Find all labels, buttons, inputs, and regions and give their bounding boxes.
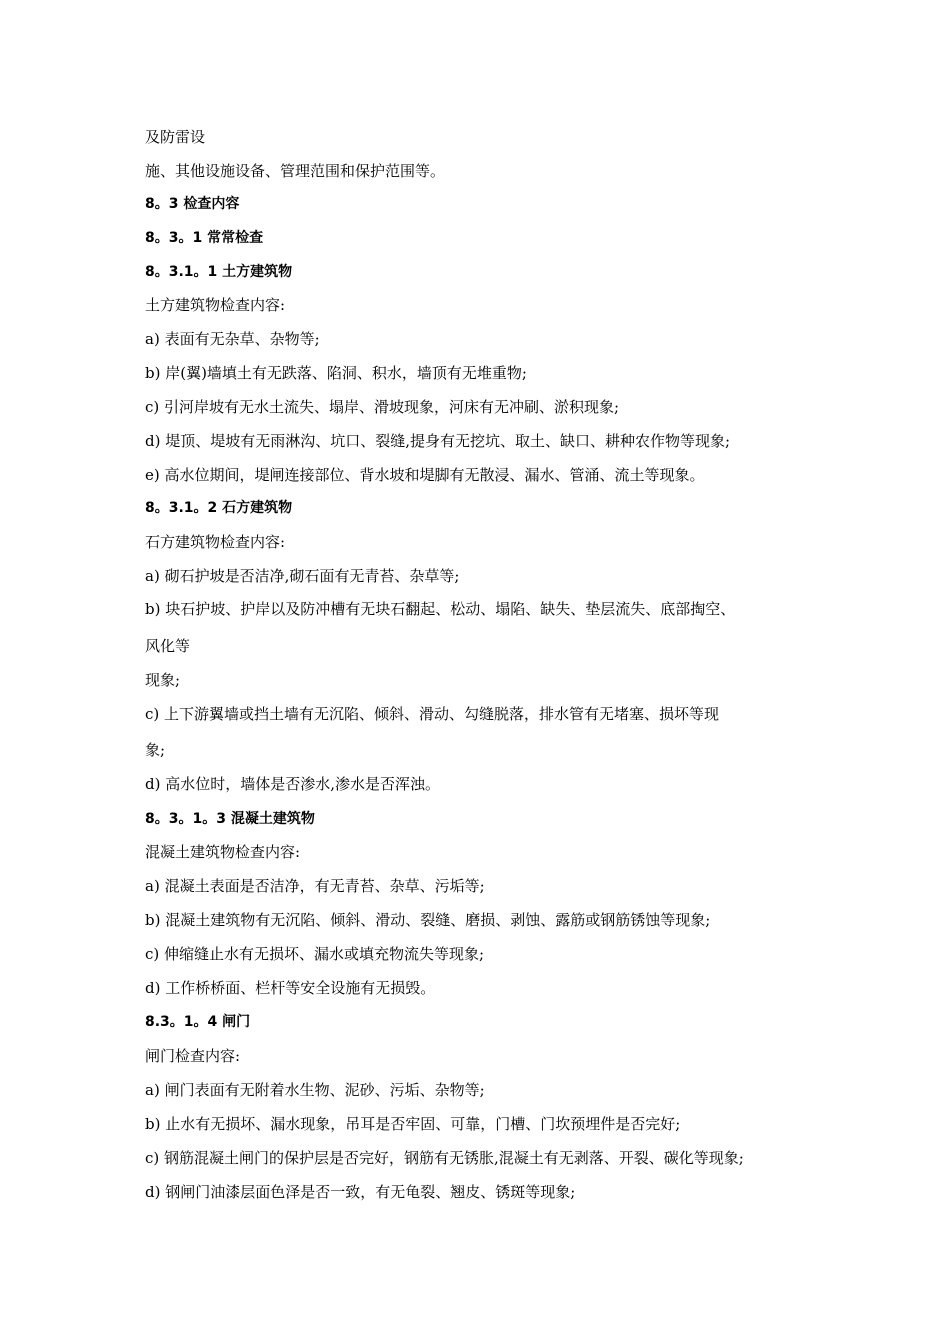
paragraph-line: 闸门检查内容: <box>145 1047 241 1065</box>
section-heading: 8。3。1 常常检查 <box>145 230 264 246</box>
list-item: b) 岸(翼)墙填土有无跌落、陷洞、积水，墙顶有无堆重物; <box>145 364 527 382</box>
list-item: a) 混凝土表面是否洁净，有无青苔、杂草、污垢等; <box>145 877 485 895</box>
list-item: a) 砌石护坡是否洁净,砌石面有无青苔、杂草等; <box>145 567 460 585</box>
list-item: a) 表面有无杂草、杂物等; <box>145 330 320 348</box>
paragraph-line: 施、其他设施设备、管理范围和保护范围等。 <box>145 162 446 180</box>
paragraph-line: 石方建筑物检查内容: <box>145 533 286 551</box>
paragraph-line: 土方建筑物检查内容: <box>145 296 286 314</box>
paragraph-line: 现象; <box>145 671 181 689</box>
list-item: b) 混凝土建筑物有无沉陷、倾斜、滑动、裂缝、磨损、剥蚀、露筋或钢筋锈蚀等现象; <box>145 911 711 929</box>
list-item: d) 堤顶、堤坡有无雨淋沟、坑口、裂缝,提身有无挖坑、取土、缺口、耕种农作物等现象; <box>145 432 731 450</box>
section-heading: 8。3。1。3 混凝土建筑物 <box>145 811 315 827</box>
section-heading: 8.3。1。4 闸门 <box>145 1014 251 1030</box>
paragraph-line: 及防雷设 <box>145 128 206 146</box>
list-item: e) 高水位期间，堤闸连接部位、背水坡和堤脚有无散浸、漏水、管涌、流土等现象。 <box>145 466 705 484</box>
list-item: b) 块石护坡、护岸以及防冲槽有无块石翻起、松动、塌陷、缺失、垫层流失、底部掏空、 <box>145 600 736 618</box>
paragraph-line: 象; <box>145 741 166 759</box>
section-heading: 8。3.1。2 石方建筑物 <box>145 500 293 516</box>
paragraph-line: 风化等 <box>145 637 191 655</box>
list-item: c) 伸缩缝止水有无损坏、漏水或填充物流失等现象; <box>145 945 485 963</box>
list-item: d) 高水位时，墙体是否渗水,渗水是否浑浊。 <box>145 775 440 793</box>
list-item: c) 引河岸坡有无水土流失、塌岸、滑坡现象，河床有无冲刷、淤积现象; <box>145 398 620 416</box>
list-item: c) 钢筋混凝土闸门的保护层是否完好，钢筋有无锈胀,混凝土有无剥落、开裂、碳化等现象; <box>145 1149 744 1167</box>
list-item: c) 上下游翼墙或挡土墙有无沉陷、倾斜、滑动、勾缝脱落，排水管有无堵塞、损坏等现 <box>145 705 720 723</box>
list-item: b) 止水有无损坏、漏水现象，吊耳是否牢固、可靠，门槽、门坎预埋件是否完好; <box>145 1115 681 1133</box>
list-item: d) 工作桥桥面、栏杆等安全设施有无损毁。 <box>145 979 436 997</box>
list-item: d) 钢闸门油漆层面色泽是否一致，有无龟裂、翘皮、锈斑等现象; <box>145 1183 576 1201</box>
section-heading: 8。3 检查内容 <box>145 196 240 212</box>
section-heading: 8。3.1。1 土方建筑物 <box>145 264 293 280</box>
list-item: a) 闸门表面有无附着水生物、泥砂、污垢、杂物等; <box>145 1081 485 1099</box>
paragraph-line: 混凝土建筑物检查内容: <box>145 843 301 861</box>
